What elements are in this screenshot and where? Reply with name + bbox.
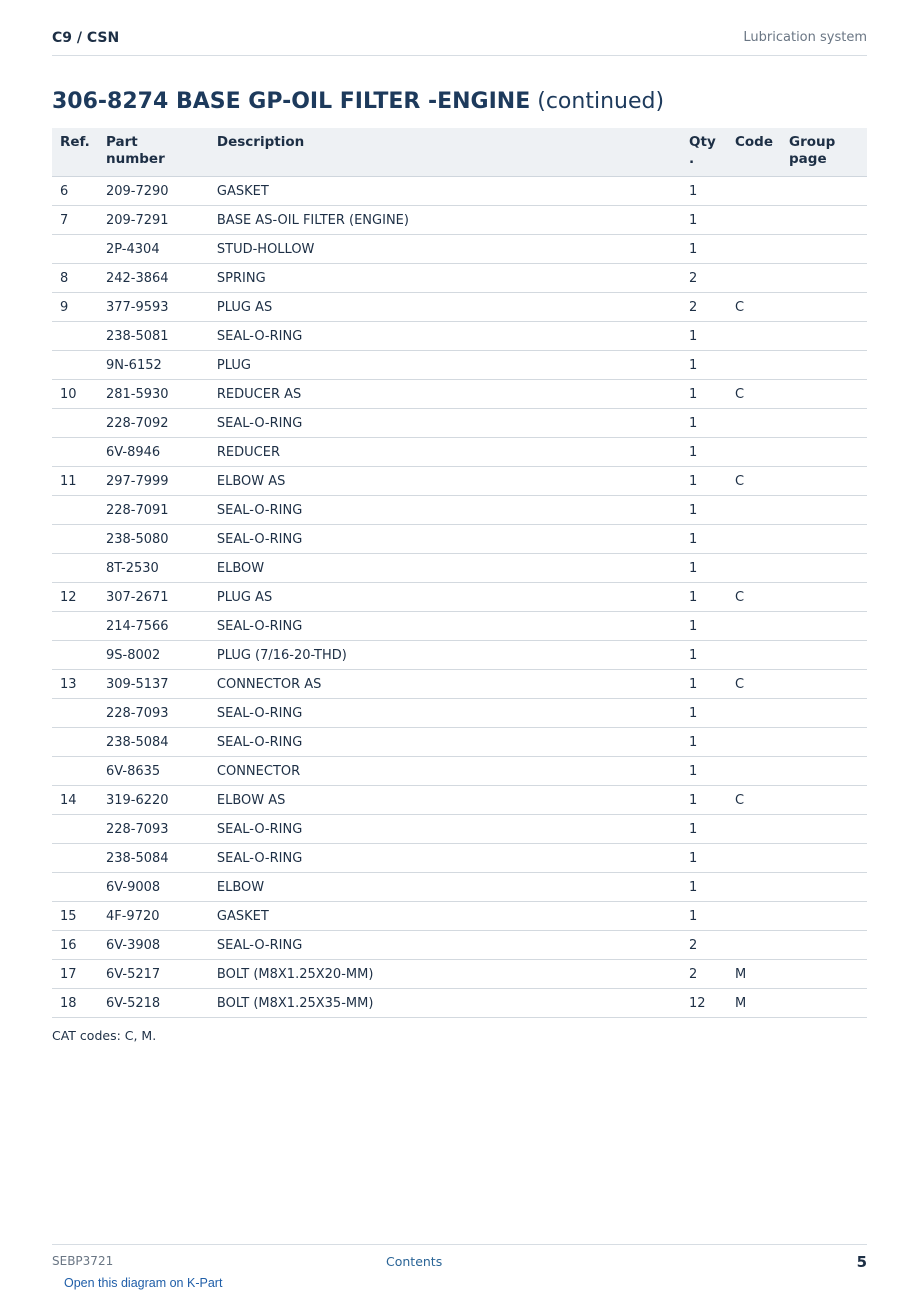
cell-code: C [727, 786, 781, 815]
cell-ref: 15 [52, 902, 98, 931]
cell-group-page [781, 989, 867, 1018]
table-row [52, 380, 867, 409]
cell-ref: 12 [52, 583, 98, 612]
table-row [52, 322, 867, 351]
cell-code [727, 757, 781, 786]
table-row [52, 989, 867, 1018]
cell-qty: 1 [681, 902, 727, 931]
cell-code [727, 496, 781, 525]
cell-description: GASKET [209, 177, 681, 206]
model-breadcrumb: C9 / CSN [52, 30, 120, 46]
cell-ref: 18 [52, 989, 98, 1018]
col-header-qty [681, 128, 727, 177]
contents-link[interactable]: Contents [386, 1254, 443, 1269]
cell-qty: 1 [681, 844, 727, 873]
cell-qty: 1 [681, 757, 727, 786]
cell-group-page [781, 873, 867, 902]
table-row [52, 815, 867, 844]
col-header-qty-line2: . [689, 151, 695, 167]
table-row [52, 786, 867, 815]
cell-part-number: 6V-9008 [98, 873, 209, 902]
cell-part-number: 228-7091 [98, 496, 209, 525]
cell-description: SPRING [209, 264, 681, 293]
cell-ref [52, 612, 98, 641]
cell-code [727, 844, 781, 873]
cell-qty: 1 [681, 496, 727, 525]
cell-code: M [727, 960, 781, 989]
table-row [52, 496, 867, 525]
cell-description: SEAL-O-RING [209, 612, 681, 641]
cell-group-page [781, 815, 867, 844]
parts-table [52, 128, 867, 1018]
cell-description: PLUG [209, 351, 681, 380]
cell-description: ELBOW AS [209, 467, 681, 496]
table-row [52, 177, 867, 206]
cell-group-page [781, 960, 867, 989]
cell-code [727, 902, 781, 931]
cell-group-page [781, 467, 867, 496]
cell-description: PLUG (7/16-20-THD) [209, 641, 681, 670]
cell-ref [52, 322, 98, 351]
cell-ref [52, 699, 98, 728]
cell-part-number: 281-5930 [98, 380, 209, 409]
cell-ref: 7 [52, 206, 98, 235]
cell-ref: 16 [52, 931, 98, 960]
cell-qty: 1 [681, 786, 727, 815]
cell-qty: 1 [681, 409, 727, 438]
cell-code [727, 554, 781, 583]
cell-ref: 11 [52, 467, 98, 496]
cell-qty: 1 [681, 641, 727, 670]
table-row [52, 873, 867, 902]
cell-ref [52, 351, 98, 380]
cell-description: ELBOW [209, 554, 681, 583]
cell-part-number: 4F-9720 [98, 902, 209, 931]
cell-code: C [727, 467, 781, 496]
cell-group-page [781, 583, 867, 612]
cell-group-page [781, 496, 867, 525]
cell-part-number: 8T-2530 [98, 554, 209, 583]
page-number: 5 [856, 1253, 867, 1271]
col-header-group-line1: Group [789, 134, 836, 150]
cell-description: SEAL-O-RING [209, 931, 681, 960]
table-row [52, 351, 867, 380]
cell-qty: 1 [681, 467, 727, 496]
cell-code [727, 525, 781, 554]
cell-part-number: 6V-8635 [98, 757, 209, 786]
cell-code [727, 931, 781, 960]
cell-part-number: 238-5084 [98, 728, 209, 757]
cell-qty: 2 [681, 931, 727, 960]
table-row [52, 612, 867, 641]
document-id: SEBP3721 [52, 1254, 114, 1268]
cell-ref [52, 496, 98, 525]
cell-qty: 1 [681, 583, 727, 612]
cell-description: BOLT (M8X1.25X20-MM) [209, 960, 681, 989]
cell-description: REDUCER [209, 438, 681, 467]
cell-group-page [781, 293, 867, 322]
cell-description: CONNECTOR AS [209, 670, 681, 699]
cell-group-page [781, 612, 867, 641]
cell-description: GASKET [209, 902, 681, 931]
cell-code [727, 235, 781, 264]
cell-qty: 1 [681, 873, 727, 902]
cell-code [727, 264, 781, 293]
cell-description: SEAL-O-RING [209, 728, 681, 757]
cell-qty: 1 [681, 554, 727, 583]
cell-ref [52, 844, 98, 873]
cell-description: PLUG AS [209, 583, 681, 612]
cell-group-page [781, 351, 867, 380]
cell-qty: 1 [681, 322, 727, 351]
cat-codes-note: CAT codes: C, M. [52, 1028, 157, 1043]
table-row [52, 902, 867, 931]
cell-qty: 1 [681, 177, 727, 206]
cell-code: C [727, 380, 781, 409]
cell-group-page [781, 757, 867, 786]
cell-part-number: 9S-8002 [98, 641, 209, 670]
cell-part-number: 228-7093 [98, 815, 209, 844]
cell-code: C [727, 583, 781, 612]
cell-code [727, 438, 781, 467]
cell-code [727, 612, 781, 641]
cell-part-number: 238-5080 [98, 525, 209, 554]
col-header-description: Description [209, 128, 681, 177]
cell-ref [52, 815, 98, 844]
table-row [52, 293, 867, 322]
cell-part-number: 377-9593 [98, 293, 209, 322]
col-header-group-line2: page [789, 151, 827, 167]
cell-description: SEAL-O-RING [209, 496, 681, 525]
cell-ref [52, 728, 98, 757]
cell-qty: 2 [681, 293, 727, 322]
table-row [52, 554, 867, 583]
cell-part-number: 209-7290 [98, 177, 209, 206]
cell-part-number: 6V-5218 [98, 989, 209, 1018]
cell-code [727, 177, 781, 206]
cell-group-page [781, 525, 867, 554]
cell-code: C [727, 293, 781, 322]
cell-qty: 1 [681, 670, 727, 699]
cell-description: CONNECTOR [209, 757, 681, 786]
cell-group-page [781, 322, 867, 351]
cell-qty: 1 [681, 612, 727, 641]
cell-ref [52, 409, 98, 438]
cell-code [727, 409, 781, 438]
cell-part-number: 214-7566 [98, 612, 209, 641]
cell-description: ELBOW [209, 873, 681, 902]
cell-description: SEAL-O-RING [209, 844, 681, 873]
cell-code [727, 728, 781, 757]
table-row [52, 409, 867, 438]
table-row [52, 757, 867, 786]
cell-group-page [781, 264, 867, 293]
cell-code [727, 351, 781, 380]
cell-description: STUD-HOLLOW [209, 235, 681, 264]
parts-table-body [52, 177, 867, 1018]
cell-ref [52, 554, 98, 583]
table-row [52, 525, 867, 554]
cell-part-number: 307-2671 [98, 583, 209, 612]
cell-ref [52, 525, 98, 554]
assembly-title: 306-8274 BASE GP-OIL FILTER -ENGINE [52, 89, 531, 114]
cell-group-page [781, 931, 867, 960]
cell-part-number: 242-3864 [98, 264, 209, 293]
cell-group-page [781, 902, 867, 931]
cell-group-page [781, 438, 867, 467]
cell-code [727, 322, 781, 351]
col-header-part-number: Part number [98, 128, 209, 177]
cell-part-number: 6V-8946 [98, 438, 209, 467]
page-footer [52, 1244, 867, 1275]
cell-part-number: 228-7092 [98, 409, 209, 438]
cell-ref [52, 235, 98, 264]
cell-qty: 2 [681, 960, 727, 989]
cell-group-page [781, 728, 867, 757]
col-header-ref: Ref. [52, 128, 98, 177]
table-row [52, 844, 867, 873]
cell-group-page [781, 206, 867, 235]
cell-ref: 17 [52, 960, 98, 989]
cell-part-number: 2P-4304 [98, 235, 209, 264]
cell-part-number: 6V-5217 [98, 960, 209, 989]
table-row [52, 699, 867, 728]
cell-part-number: 309-5137 [98, 670, 209, 699]
cell-group-page [781, 554, 867, 583]
cell-ref: 13 [52, 670, 98, 699]
cell-ref [52, 873, 98, 902]
cell-qty: 1 [681, 728, 727, 757]
cell-qty: 1 [681, 525, 727, 554]
cell-description: ELBOW AS [209, 786, 681, 815]
cell-code [727, 873, 781, 902]
cell-part-number: 319-6220 [98, 786, 209, 815]
cell-ref [52, 641, 98, 670]
cell-code [727, 206, 781, 235]
table-row [52, 728, 867, 757]
table-row [52, 438, 867, 467]
cell-code [727, 815, 781, 844]
cell-description: SEAL-O-RING [209, 699, 681, 728]
cell-part-number: 6V-3908 [98, 931, 209, 960]
cell-ref: 9 [52, 293, 98, 322]
cell-description: SEAL-O-RING [209, 322, 681, 351]
cell-description: SEAL-O-RING [209, 815, 681, 844]
cell-ref: 10 [52, 380, 98, 409]
cell-qty: 12 [681, 989, 727, 1018]
cell-description: REDUCER AS [209, 380, 681, 409]
cell-part-number: 228-7093 [98, 699, 209, 728]
cell-qty: 1 [681, 351, 727, 380]
cell-qty: 1 [681, 206, 727, 235]
cell-code [727, 699, 781, 728]
table-row [52, 670, 867, 699]
cell-group-page [781, 409, 867, 438]
table-row [52, 960, 867, 989]
cell-group-page [781, 380, 867, 409]
cell-description: SEAL-O-RING [209, 409, 681, 438]
cell-qty: 2 [681, 264, 727, 293]
col-header-code: Code [727, 128, 781, 177]
page-title [52, 89, 664, 114]
cell-group-page [781, 177, 867, 206]
cell-code: C [727, 670, 781, 699]
section-name: Lubrication system [743, 30, 867, 45]
page-header [52, 28, 867, 56]
cell-ref [52, 438, 98, 467]
cell-group-page [781, 844, 867, 873]
col-header-group-page [781, 128, 867, 177]
cell-description: BOLT (M8X1.25X35-MM) [209, 989, 681, 1018]
cell-part-number: 209-7291 [98, 206, 209, 235]
parts-table-header [52, 128, 867, 177]
table-row [52, 264, 867, 293]
table-row [52, 235, 867, 264]
table-row [52, 931, 867, 960]
cell-qty: 1 [681, 699, 727, 728]
cell-description: BASE AS-OIL FILTER (ENGINE) [209, 206, 681, 235]
continued-label: (continued) [530, 89, 665, 114]
cell-part-number: 238-5081 [98, 322, 209, 351]
cell-group-page [781, 641, 867, 670]
table-row [52, 641, 867, 670]
cell-part-number: 297-7999 [98, 467, 209, 496]
cell-part-number: 9N-6152 [98, 351, 209, 380]
cell-group-page [781, 786, 867, 815]
cell-group-page [781, 699, 867, 728]
table-row [52, 583, 867, 612]
col-header-qty-line1: Qty [689, 134, 716, 150]
cell-qty: 1 [681, 380, 727, 409]
cell-ref [52, 757, 98, 786]
cell-code: M [727, 989, 781, 1018]
cell-group-page [781, 670, 867, 699]
cell-qty: 1 [681, 438, 727, 467]
cell-ref: 14 [52, 786, 98, 815]
cell-part-number: 238-5084 [98, 844, 209, 873]
cell-description: PLUG AS [209, 293, 681, 322]
cell-qty: 1 [681, 815, 727, 844]
cell-qty: 1 [681, 235, 727, 264]
kpart-link[interactable]: Open this diagram on K-Part [64, 1276, 223, 1290]
cell-ref: 8 [52, 264, 98, 293]
cell-description: SEAL-O-RING [209, 525, 681, 554]
cell-group-page [781, 235, 867, 264]
table-row [52, 206, 867, 235]
cell-code [727, 641, 781, 670]
cell-ref: 6 [52, 177, 98, 206]
table-row [52, 467, 867, 496]
